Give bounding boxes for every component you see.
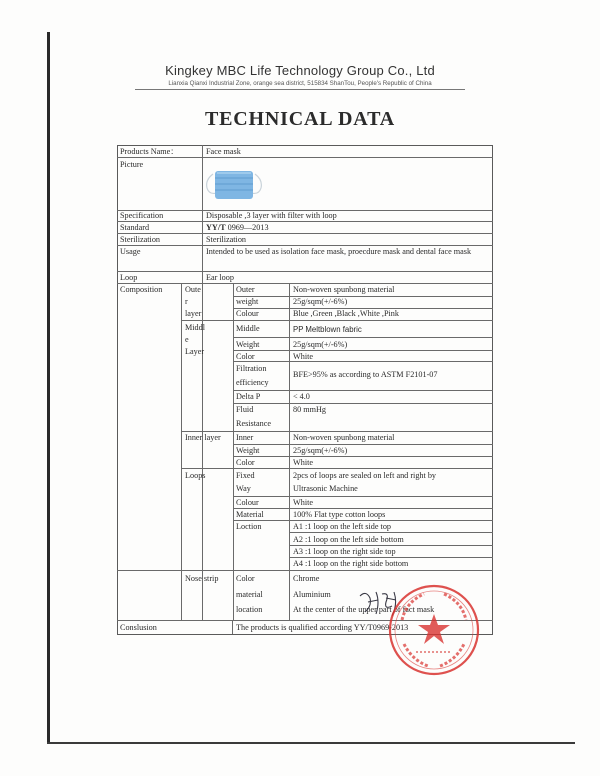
company-seal	[384, 580, 484, 680]
filtration-name-2: efficiency	[236, 378, 269, 387]
fluid-resistance-name-1: Fluid	[236, 405, 254, 414]
col-rule	[289, 283, 290, 620]
inner-row-value: Non-woven spunbong material	[293, 433, 395, 442]
nose-strip-value-3: At the center of the upper part of fact mask	[293, 605, 435, 614]
row-rule	[289, 545, 493, 546]
loops-colour-value: White	[293, 498, 314, 507]
loops-material-name: Material	[236, 510, 264, 519]
picture-label: Picture	[120, 160, 144, 169]
col-rule	[233, 283, 234, 620]
outer-row-value: Non-woven spunbong material	[293, 285, 395, 294]
inner-color-value: White	[293, 458, 314, 467]
fixed-way-value-1: 2pcs of loops are sealed on left and right by	[293, 471, 437, 480]
standard-code: YY/T	[206, 223, 226, 232]
nose-strip-value-1: Chrome	[293, 574, 320, 583]
loop-label: Loop	[120, 273, 138, 282]
middle-row-name: Middle	[236, 324, 260, 333]
outer-layer-label-3: layer	[185, 309, 202, 318]
sterilization-value: Sterilization	[206, 235, 247, 244]
usage-label: Usage	[120, 247, 141, 256]
middle-color-value: White	[293, 352, 314, 361]
row-rule	[233, 403, 493, 404]
loop-value: Ear loop	[206, 273, 234, 282]
row-rule	[233, 496, 493, 497]
middle-layer-label-1: Middl	[185, 323, 206, 332]
middle-color-name: Color	[236, 352, 255, 361]
inner-layer-label: Inner layer	[185, 433, 221, 442]
row-rule	[289, 557, 493, 558]
nose-strip-value-2: Aluminium	[293, 590, 331, 599]
outer-colour-value: Blue ,Green ,Black ,White ,Pink	[293, 309, 399, 318]
page-title: TECHNICAL DATA	[205, 108, 395, 130]
row-rule	[181, 468, 493, 469]
outer-weight-name: weight	[236, 297, 259, 306]
row-rule	[233, 520, 493, 521]
inner-weight-value: 25g/sqm(+/-6%)	[293, 446, 348, 455]
outer-layer-label-2: r	[185, 297, 188, 306]
row-rule	[233, 390, 493, 391]
col-rule	[232, 620, 233, 634]
row-rule	[117, 283, 493, 284]
row-rule	[117, 221, 493, 222]
fluid-resistance-value: 80 mmHg	[293, 405, 326, 414]
nose-strip-name-3: location	[236, 605, 263, 614]
standard-number: 0969—2013	[225, 223, 269, 232]
nose-strip-name-2: material	[236, 590, 263, 599]
inner-row-name: Inner	[236, 433, 254, 442]
inner-weight-name: Weight	[236, 446, 260, 455]
scan-edge-bottom	[47, 742, 575, 744]
loction-value: A3 :1 loop on the right side top	[293, 547, 396, 556]
filtration-name-1: Filtration	[236, 364, 267, 373]
middle-layer-label-2: e	[185, 335, 189, 344]
fluid-resistance-name-2: Resistance	[236, 419, 272, 428]
row-rule	[233, 296, 493, 297]
loction-value: A2 :1 loop on the left side bottom	[293, 535, 404, 544]
loction-value: A1 :1 loop on the left side top	[293, 522, 392, 531]
outer-weight-value: 25g/sqm(+/-6%)	[293, 297, 348, 306]
row-rule	[289, 532, 493, 533]
middle-row-value: PP Meltblown fabric	[293, 325, 362, 334]
face-mask-picture	[203, 168, 265, 203]
conclusion-label: Conslusion	[120, 623, 157, 632]
row-rule	[233, 337, 493, 338]
col-rule	[202, 145, 203, 620]
specification-value: Disposable ,3 layer with filter with loop	[206, 211, 337, 220]
loction-value: A4 :1 loop on the right side bottom	[293, 559, 409, 568]
fixed-way-name-1: Fixed	[236, 471, 255, 480]
scan-edge-left	[47, 32, 50, 744]
row-rule	[233, 456, 493, 457]
loops-material-value: 100% Flat type cotton loops	[293, 510, 386, 519]
row-rule	[233, 444, 493, 445]
fixed-way-name-2: Way	[236, 484, 251, 493]
row-rule	[181, 431, 493, 432]
inner-color-name: Color	[236, 458, 255, 467]
middle-layer-label-3: Layer	[185, 347, 205, 356]
outer-colour-name: Colour	[236, 309, 259, 318]
row-rule	[117, 570, 493, 571]
composition-label: Composition	[120, 285, 163, 294]
delta-p-name: Delta P	[236, 392, 261, 401]
standard-value	[206, 223, 269, 233]
row-rule	[117, 233, 493, 234]
delta-p-value: < 4.0	[293, 392, 310, 401]
conclusion-value: The products is qualified according YY/T0969-2013	[236, 623, 409, 632]
company-name: Kingkey MBC Life Technology Group Co., Ltd	[165, 63, 435, 78]
company-address: Lianxia Qianxi Industrial Zone, orange sea district, 515834 ShanTou, People's Republic of China	[168, 80, 432, 87]
row-rule	[181, 320, 493, 321]
products-name-label: Products Name：	[120, 147, 179, 156]
middle-weight-value: 25g/sqm(+/-6%)	[293, 340, 348, 349]
usage-value: Intended to be used as isolation face mask, proecdure mask and dental face mask	[206, 247, 472, 256]
row-rule	[117, 157, 493, 158]
outer-layer-label-1: Oute	[185, 285, 201, 294]
specification-label: Specification	[120, 211, 164, 220]
row-rule	[117, 271, 493, 272]
col-rule	[181, 283, 182, 620]
row-rule	[233, 350, 493, 351]
row-rule	[117, 245, 493, 246]
fixed-way-value-2: Ultrasonic Machine	[293, 484, 358, 493]
nose-strip-name-1: Color	[236, 574, 255, 583]
filtration-value: BFE>95% as according to ASTM F2101-07	[293, 370, 438, 379]
loops-colour-name: Colour	[236, 498, 259, 507]
nose-strip-label: Nose strip	[185, 574, 219, 583]
row-rule	[233, 508, 493, 509]
row-rule	[233, 361, 493, 362]
loops-label: Loops	[185, 471, 206, 480]
standard-label: Standard	[120, 223, 150, 232]
outer-row-name: Outer	[236, 285, 255, 294]
middle-weight-name: Weight	[236, 340, 260, 349]
header-rule	[135, 89, 465, 90]
products-name-value: Face mask	[206, 147, 241, 156]
sterilization-label: Sterilization	[120, 235, 161, 244]
loops-loction-name: Loction	[236, 522, 262, 531]
